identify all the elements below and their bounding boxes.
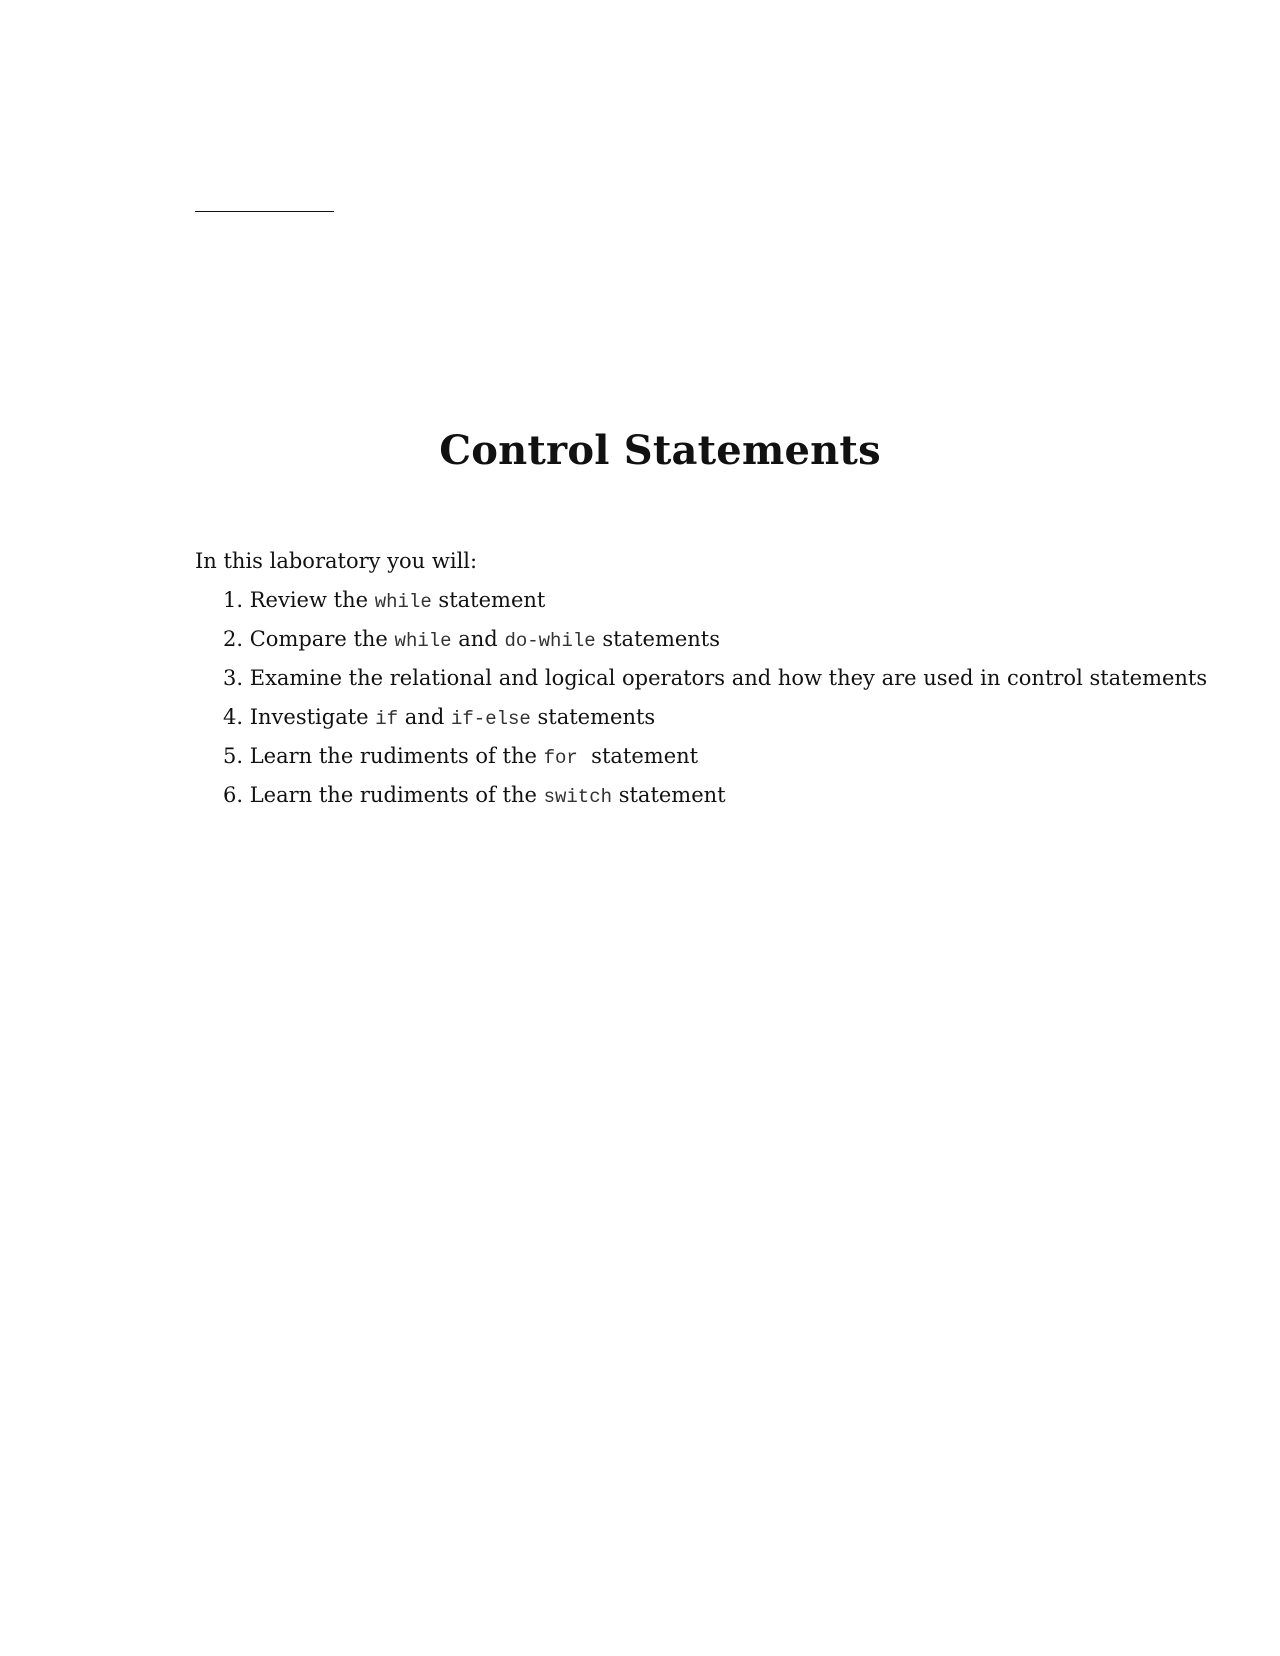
objectives-list [223, 585, 1207, 819]
code-keyword: while [394, 630, 452, 652]
item-number: 4. [223, 705, 244, 729]
item-text: and [404, 705, 445, 729]
code-keyword: while [374, 591, 432, 613]
item-number: 6. [223, 783, 244, 807]
code-keyword: do-while [504, 630, 596, 652]
item-text: Learn the rudiments of the [249, 783, 537, 807]
item-number: 1. [223, 588, 244, 612]
list-item [223, 702, 1207, 741]
item-number: 2. [223, 627, 244, 651]
item-text: Review the [249, 588, 369, 612]
item-number: 5. [223, 744, 244, 768]
list-item [223, 780, 1207, 819]
item-text: statements [537, 705, 656, 729]
list-item [223, 663, 1207, 702]
code-keyword: if [375, 708, 399, 730]
item-text: Investigate [249, 705, 369, 729]
item-text: statements [602, 627, 721, 651]
item-text: Learn the rudiments of the [249, 744, 537, 768]
page-title: Control Statements [439, 427, 881, 474]
code-keyword: switch [543, 786, 613, 808]
intro-text: In this laboratory you will: [195, 549, 478, 573]
item-text: Compare the [249, 627, 388, 651]
list-item [223, 585, 1207, 624]
item-text: Examine the relational and logical operators and how they are used in control statements [249, 666, 1208, 690]
item-text: statement [618, 783, 726, 807]
code-keyword: for [543, 747, 578, 769]
list-item [223, 741, 1207, 780]
item-text: and [458, 627, 498, 651]
item-text: statement [438, 588, 546, 612]
code-keyword: if-else [450, 708, 531, 730]
list-item [223, 624, 1207, 663]
top-rule-divider [195, 211, 334, 212]
item-number: 3. [223, 666, 244, 690]
item-text: statement [591, 744, 699, 768]
